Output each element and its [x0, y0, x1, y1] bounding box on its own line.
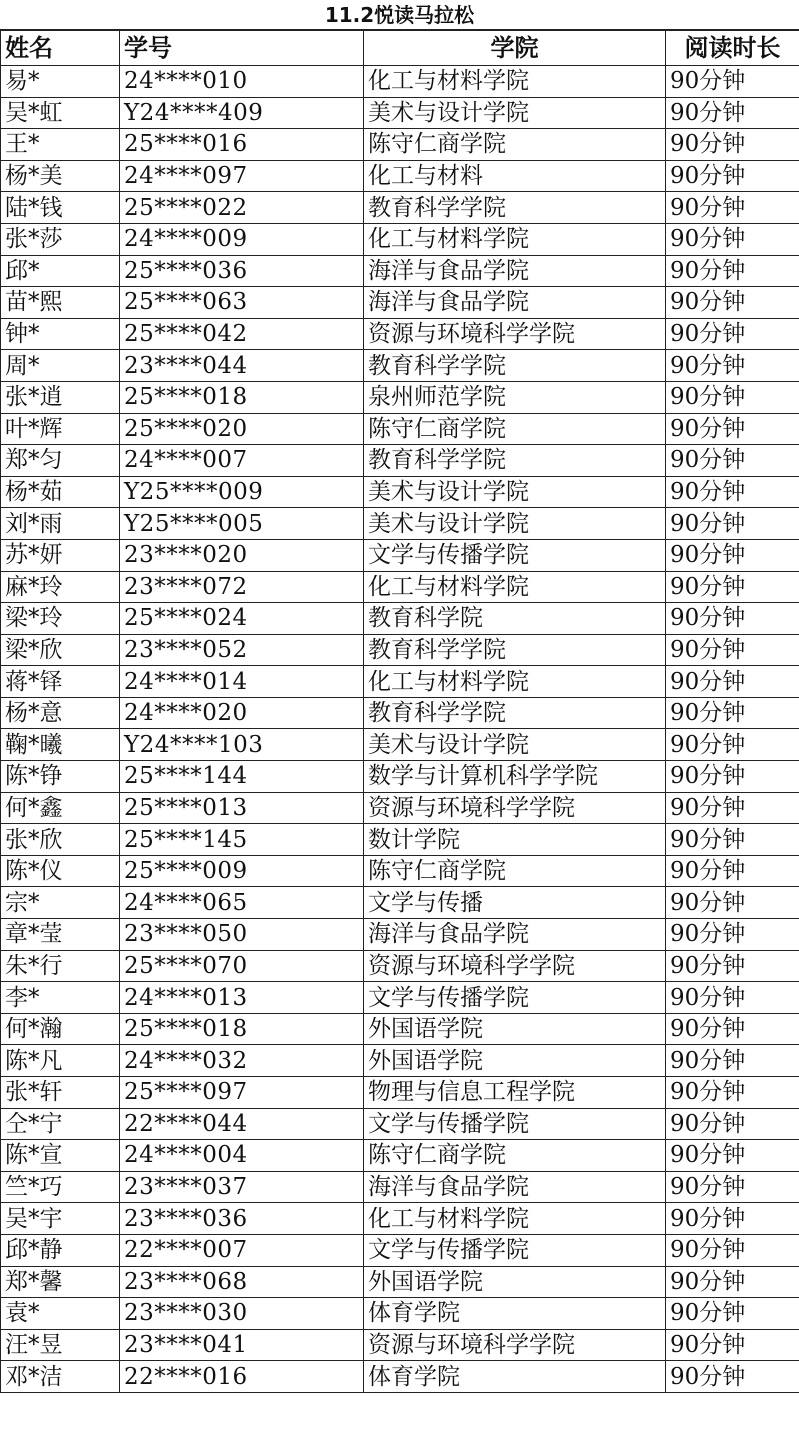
cell-student-id: 25****063: [120, 287, 364, 319]
cell-name: 仝*宁: [1, 1108, 120, 1140]
cell-name: 麻*玲: [1, 571, 120, 603]
table-row: [1, 539, 799, 571]
cell-college: 海洋与食品学院: [364, 919, 666, 951]
cell-student-id: 25****144: [120, 761, 364, 793]
cell-duration: 90分钟: [666, 1077, 799, 1109]
table-row: [1, 413, 799, 445]
cell-student-id: Y25****009: [120, 476, 364, 508]
cell-duration: 90分钟: [666, 1045, 799, 1077]
cell-name: 钟*: [1, 318, 120, 350]
cell-name: 吴*宇: [1, 1203, 120, 1235]
cell-college: 化工与材料学院: [364, 666, 666, 698]
table-row: [1, 919, 799, 951]
cell-college: 海洋与食品学院: [364, 255, 666, 287]
table-row: [1, 192, 799, 224]
cell-student-id: 24****065: [120, 887, 364, 919]
cell-name: 邓*洁: [1, 1361, 120, 1393]
table-row: [1, 508, 799, 540]
cell-name: 陈*凡: [1, 1045, 120, 1077]
cell-college: 文学与传播学院: [364, 539, 666, 571]
cell-name: 苏*妍: [1, 539, 120, 571]
cell-name: 袁*: [1, 1298, 120, 1330]
cell-student-id: 25****097: [120, 1077, 364, 1109]
cell-duration: 90分钟: [666, 1266, 799, 1298]
cell-duration: 90分钟: [666, 160, 799, 192]
cell-name: 鞠*曦: [1, 729, 120, 761]
cell-duration: 90分钟: [666, 1298, 799, 1330]
cell-college: 教育科学学院: [364, 445, 666, 477]
table-row: [1, 66, 799, 98]
cell-student-id: 25****145: [120, 824, 364, 856]
cell-duration: 90分钟: [666, 729, 799, 761]
cell-student-id: 23****020: [120, 539, 364, 571]
table-row: [1, 1108, 799, 1140]
table-row: [1, 223, 799, 255]
cell-student-id: 23****052: [120, 634, 364, 666]
cell-duration: 90分钟: [666, 66, 799, 98]
cell-name: 竺*巧: [1, 1171, 120, 1203]
sheet-title: 11.2悦读马拉松: [0, 0, 799, 30]
cell-student-id: 25****018: [120, 1013, 364, 1045]
cell-duration: 90分钟: [666, 919, 799, 951]
cell-name: 杨*美: [1, 160, 120, 192]
cell-student-id: Y25****005: [120, 508, 364, 540]
cell-college: 文学与传播: [364, 887, 666, 919]
cell-student-id: 24****007: [120, 445, 364, 477]
cell-name: 杨*意: [1, 697, 120, 729]
cell-name: 邱*静: [1, 1234, 120, 1266]
table-row: [1, 761, 799, 793]
cell-duration: 90分钟: [666, 287, 799, 319]
cell-name: 朱*行: [1, 950, 120, 982]
table-row: [1, 318, 799, 350]
table-row: [1, 1203, 799, 1235]
table-row: [1, 1013, 799, 1045]
cell-duration: 90分钟: [666, 350, 799, 382]
cell-name: 张*欣: [1, 824, 120, 856]
table-row: [1, 729, 799, 761]
cell-student-id: 25****018: [120, 381, 364, 413]
cell-college: 教育科学院: [364, 603, 666, 635]
cell-student-id: 23****068: [120, 1266, 364, 1298]
cell-college: 化工与材料学院: [364, 223, 666, 255]
cell-duration: 90分钟: [666, 982, 799, 1014]
cell-duration: 90分钟: [666, 571, 799, 603]
cell-student-id: 24****032: [120, 1045, 364, 1077]
cell-duration: 90分钟: [666, 413, 799, 445]
cell-name: 杨*茹: [1, 476, 120, 508]
cell-student-id: Y24****103: [120, 729, 364, 761]
cell-duration: 90分钟: [666, 1203, 799, 1235]
cell-name: 李*: [1, 982, 120, 1014]
table-row: [1, 950, 799, 982]
cell-college: 物理与信息工程学院: [364, 1077, 666, 1109]
cell-duration: 90分钟: [666, 539, 799, 571]
cell-name: 梁*欣: [1, 634, 120, 666]
cell-college: 教育科学学院: [364, 697, 666, 729]
table-body: [1, 66, 799, 1393]
cell-name: 汪*昱: [1, 1329, 120, 1361]
cell-name: 宗*: [1, 887, 120, 919]
cell-duration: 90分钟: [666, 129, 799, 161]
cell-college: 美术与设计学院: [364, 508, 666, 540]
cell-college: 文学与传播学院: [364, 1108, 666, 1140]
cell-student-id: 23****041: [120, 1329, 364, 1361]
cell-name: 易*: [1, 66, 120, 98]
participant-table: [0, 30, 799, 1393]
table-row: [1, 97, 799, 129]
table-row: [1, 1266, 799, 1298]
cell-name: 陈*铮: [1, 761, 120, 793]
cell-college: 教育科学学院: [364, 634, 666, 666]
cell-duration: 90分钟: [666, 476, 799, 508]
cell-student-id: Y24****409: [120, 97, 364, 129]
cell-duration: 90分钟: [666, 445, 799, 477]
cell-student-id: 22****044: [120, 1108, 364, 1140]
cell-name: 张*逍: [1, 381, 120, 413]
cell-student-id: 23****050: [120, 919, 364, 951]
table-row: [1, 887, 799, 919]
cell-student-id: 25****022: [120, 192, 364, 224]
cell-college: 体育学院: [364, 1361, 666, 1393]
header-student-id: 学号: [120, 31, 364, 66]
cell-student-id: 25****042: [120, 318, 364, 350]
table-row: [1, 476, 799, 508]
cell-name: 刘*雨: [1, 508, 120, 540]
cell-name: 周*: [1, 350, 120, 382]
table-row: [1, 1077, 799, 1109]
table-row: [1, 255, 799, 287]
cell-college: 外国语学院: [364, 1013, 666, 1045]
cell-duration: 90分钟: [666, 1329, 799, 1361]
cell-student-id: 24****004: [120, 1140, 364, 1172]
cell-student-id: 22****007: [120, 1234, 364, 1266]
cell-college: 陈守仁商学院: [364, 129, 666, 161]
header-row: [1, 31, 799, 66]
cell-name: 何*瀚: [1, 1013, 120, 1045]
cell-duration: 90分钟: [666, 1013, 799, 1045]
cell-name: 陆*钱: [1, 192, 120, 224]
cell-duration: 90分钟: [666, 255, 799, 287]
cell-student-id: 25****070: [120, 950, 364, 982]
cell-duration: 90分钟: [666, 1140, 799, 1172]
cell-name: 苗*熙: [1, 287, 120, 319]
cell-duration: 90分钟: [666, 887, 799, 919]
cell-name: 陈*仪: [1, 855, 120, 887]
cell-college: 资源与环境科学学院: [364, 1329, 666, 1361]
header-duration: 阅读时长: [666, 31, 799, 66]
table-row: [1, 129, 799, 161]
table-row: [1, 381, 799, 413]
cell-student-id: 25****036: [120, 255, 364, 287]
cell-duration: 90分钟: [666, 792, 799, 824]
cell-name: 蒋*铎: [1, 666, 120, 698]
cell-college: 海洋与食品学院: [364, 1171, 666, 1203]
cell-college: 资源与环境科学学院: [364, 318, 666, 350]
cell-duration: 90分钟: [666, 1361, 799, 1393]
cell-college: 陈守仁商学院: [364, 1140, 666, 1172]
header-name: 姓名: [1, 31, 120, 66]
header-college: 学院: [364, 31, 666, 66]
table-row: [1, 982, 799, 1014]
cell-college: 美术与设计学院: [364, 476, 666, 508]
table-row: [1, 1298, 799, 1330]
cell-student-id: 24****097: [120, 160, 364, 192]
table-row: [1, 666, 799, 698]
table-row: [1, 160, 799, 192]
cell-duration: 90分钟: [666, 1108, 799, 1140]
table-row: [1, 571, 799, 603]
cell-duration: 90分钟: [666, 824, 799, 856]
table-row: [1, 792, 799, 824]
cell-student-id: 24****020: [120, 697, 364, 729]
cell-name: 章*莹: [1, 919, 120, 951]
cell-name: 张*轩: [1, 1077, 120, 1109]
table-row: [1, 855, 799, 887]
cell-college: 化工与材料: [364, 160, 666, 192]
cell-college: 化工与材料学院: [364, 1203, 666, 1235]
cell-name: 梁*玲: [1, 603, 120, 635]
cell-duration: 90分钟: [666, 192, 799, 224]
cell-student-id: 23****030: [120, 1298, 364, 1330]
cell-college: 教育科学学院: [364, 350, 666, 382]
cell-duration: 90分钟: [666, 603, 799, 635]
cell-student-id: 24****009: [120, 223, 364, 255]
cell-name: 王*: [1, 129, 120, 161]
cell-student-id: 24****013: [120, 982, 364, 1014]
cell-name: 吴*虹: [1, 97, 120, 129]
cell-duration: 90分钟: [666, 381, 799, 413]
cell-duration: 90分钟: [666, 508, 799, 540]
cell-duration: 90分钟: [666, 697, 799, 729]
cell-name: 陈*宣: [1, 1140, 120, 1172]
table-row: [1, 1045, 799, 1077]
cell-college: 美术与设计学院: [364, 97, 666, 129]
table-row: [1, 603, 799, 635]
cell-duration: 90分钟: [666, 666, 799, 698]
cell-student-id: 25****016: [120, 129, 364, 161]
cell-student-id: 23****072: [120, 571, 364, 603]
cell-college: 文学与传播学院: [364, 982, 666, 1014]
cell-name: 邱*: [1, 255, 120, 287]
cell-college: 外国语学院: [364, 1045, 666, 1077]
cell-college: 陈守仁商学院: [364, 855, 666, 887]
cell-college: 资源与环境科学学院: [364, 792, 666, 824]
cell-duration: 90分钟: [666, 1234, 799, 1266]
cell-college: 文学与传播学院: [364, 1234, 666, 1266]
cell-college: 教育科学学院: [364, 192, 666, 224]
table-row: [1, 697, 799, 729]
cell-name: 张*莎: [1, 223, 120, 255]
cell-name: 郑*匀: [1, 445, 120, 477]
cell-college: 陈守仁商学院: [364, 413, 666, 445]
cell-college: 泉州师范学院: [364, 381, 666, 413]
table-row: [1, 445, 799, 477]
cell-student-id: 24****014: [120, 666, 364, 698]
cell-duration: 90分钟: [666, 634, 799, 666]
table-row: [1, 1171, 799, 1203]
table-row: [1, 1329, 799, 1361]
cell-college: 外国语学院: [364, 1266, 666, 1298]
cell-student-id: 22****016: [120, 1361, 364, 1393]
table-row: [1, 824, 799, 856]
table-row: [1, 287, 799, 319]
cell-student-id: 24****010: [120, 66, 364, 98]
cell-duration: 90分钟: [666, 97, 799, 129]
table-row: [1, 350, 799, 382]
cell-student-id: 25****020: [120, 413, 364, 445]
cell-name: 叶*辉: [1, 413, 120, 445]
cell-name: 郑*馨: [1, 1266, 120, 1298]
table-row: [1, 1234, 799, 1266]
cell-duration: 90分钟: [666, 855, 799, 887]
cell-college: 数计学院: [364, 824, 666, 856]
cell-college: 数学与计算机科学学院: [364, 761, 666, 793]
cell-student-id: 25****024: [120, 603, 364, 635]
table-row: [1, 634, 799, 666]
cell-student-id: 23****036: [120, 1203, 364, 1235]
cell-duration: 90分钟: [666, 318, 799, 350]
cell-student-id: 23****037: [120, 1171, 364, 1203]
table-row: [1, 1361, 799, 1393]
cell-student-id: 25****013: [120, 792, 364, 824]
cell-duration: 90分钟: [666, 223, 799, 255]
cell-college: 海洋与食品学院: [364, 287, 666, 319]
cell-college: 美术与设计学院: [364, 729, 666, 761]
cell-duration: 90分钟: [666, 1171, 799, 1203]
cell-duration: 90分钟: [666, 950, 799, 982]
cell-name: 何*鑫: [1, 792, 120, 824]
cell-college: 资源与环境科学学院: [364, 950, 666, 982]
cell-college: 化工与材料学院: [364, 66, 666, 98]
cell-student-id: 23****044: [120, 350, 364, 382]
table-row: [1, 1140, 799, 1172]
cell-college: 化工与材料学院: [364, 571, 666, 603]
cell-duration: 90分钟: [666, 761, 799, 793]
cell-student-id: 25****009: [120, 855, 364, 887]
cell-college: 体育学院: [364, 1298, 666, 1330]
